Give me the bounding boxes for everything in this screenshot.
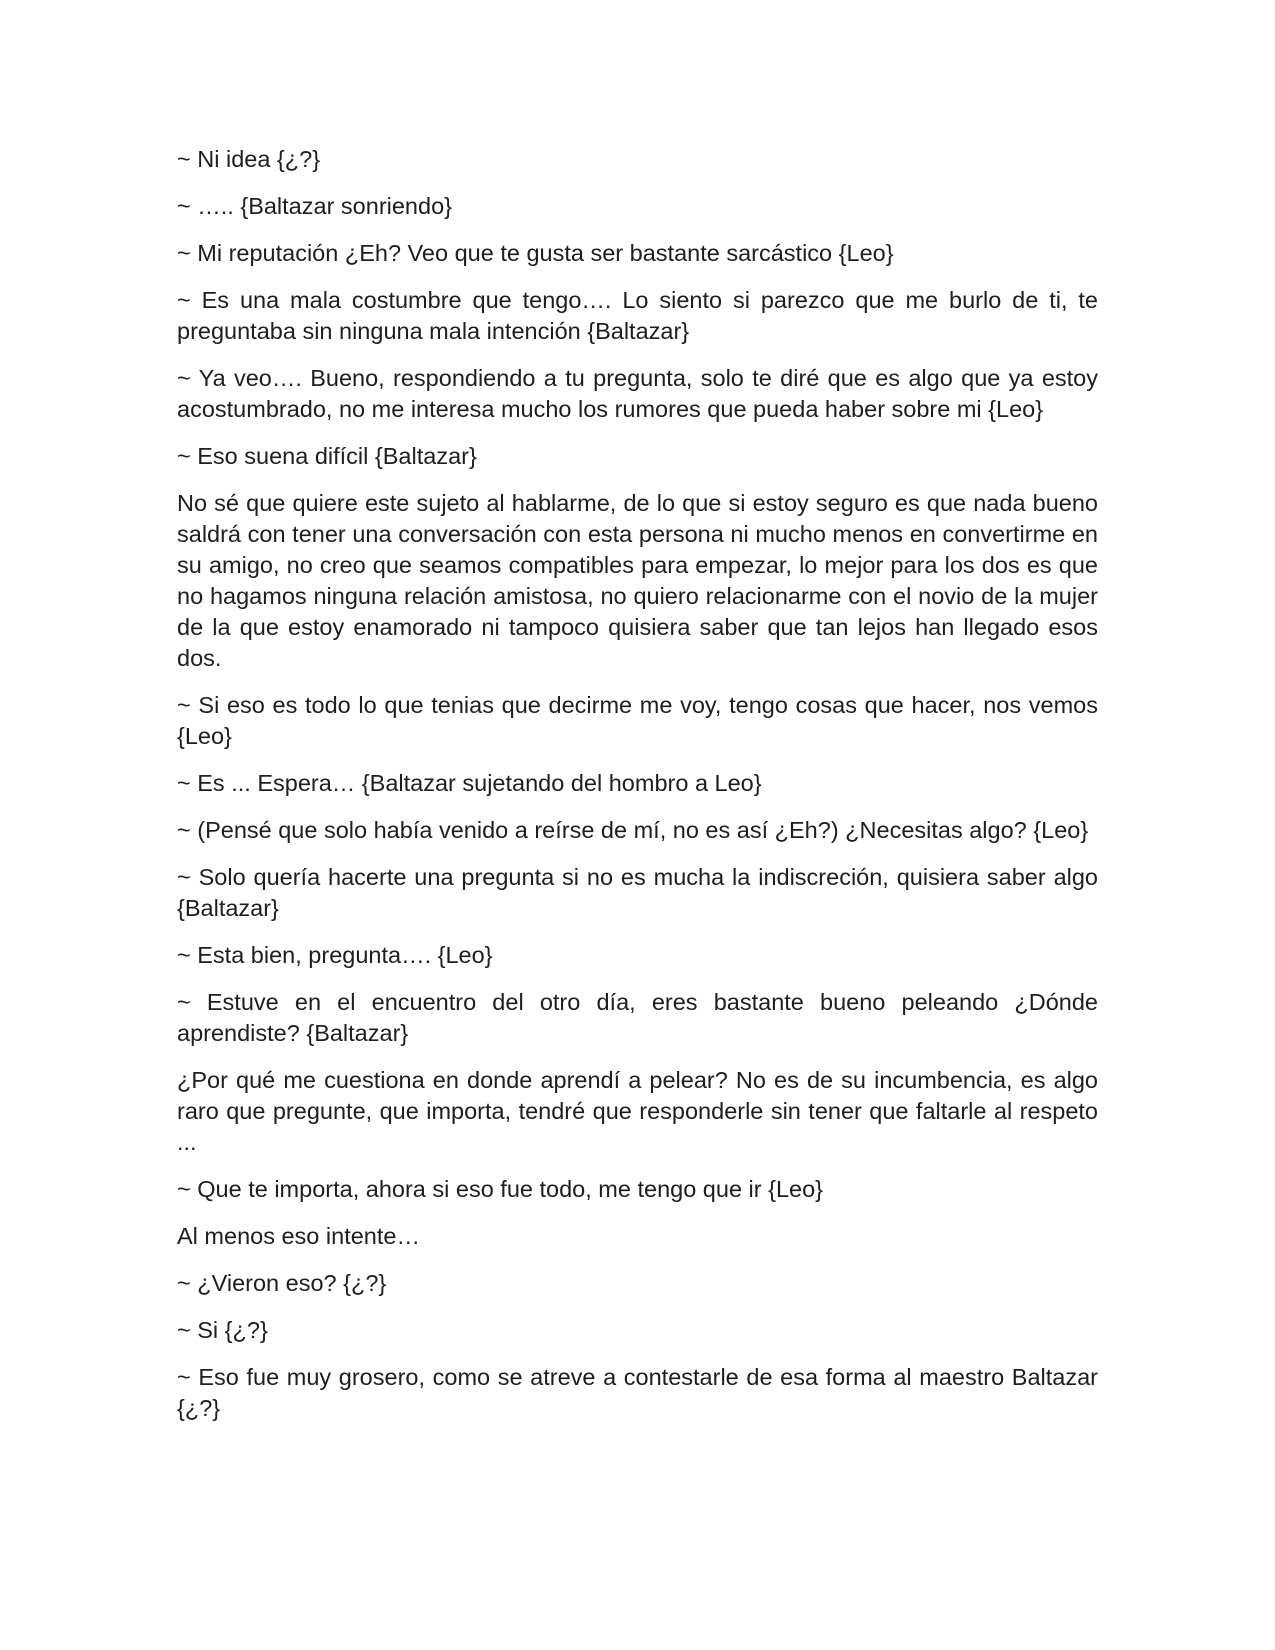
paragraph: ~ Eso fue muy grosero, como se atreve a contestarle de esa forma al maestro Baltazar {¿?} (177, 1364, 1098, 1421)
paragraph: ¿Por qué me cuestiona en donde aprendí a pelear? No es de su incumbencia, es algo raro que pregunte, que importa, tendré que responderle sin tener que faltarle al respeto ... (177, 1067, 1098, 1155)
paragraph: ~ Es una mala costumbre que tengo…. Lo siento si parezco que me burlo de ti, te preguntaba sin ninguna mala intención {Baltazar} (177, 287, 1098, 344)
paragraph: ~ Mi reputación ¿Eh? Veo que te gusta ser bastante sarcástico {Leo} (177, 240, 894, 266)
paragraph: Al menos eso intente… (177, 1223, 420, 1249)
paragraph: ~ (Pensé que solo había venido a reírse de mí, no es así ¿Eh?) ¿Necesitas algo? {Leo} (177, 817, 1089, 843)
paragraph: ~ ¿Vieron eso? {¿?} (177, 1270, 387, 1296)
paragraph: ~ ….. {Baltazar sonriendo} (177, 193, 452, 219)
paragraph: ~ Si eso es todo lo que tenias que decirme me voy, tengo cosas que hacer, nos vemos {Leo} (177, 692, 1098, 749)
paragraph: No sé que quiere este sujeto al hablarme, de lo que si estoy seguro es que nada bueno saldrá con tener una conversación con esta persona ni mucho menos en convertirme en su amigo, no creo que seamos compatibles para empezar, lo mejor para los dos es que no hagamos ninguna relación amistosa, no quiero relacionarme con el novio de la mujer de la que estoy enamorado ni tampoco quisiera saber que tan lejos han llegado esos dos. (177, 490, 1098, 671)
paragraph: ~ Estuve en el encuentro del otro día, eres bastante bueno peleando ¿Dónde aprendiste? {Baltazar} (177, 989, 1098, 1046)
paragraph: ~ Que te importa, ahora si eso fue todo, me tengo que ir {Leo} (177, 1176, 824, 1202)
paragraph: ~ Ya veo…. Bueno, respondiendo a tu pregunta, solo te diré que es algo que ya estoy acostumbrado, no me interesa mucho los rumores que pueda haber sobre mi {Leo} (177, 365, 1098, 422)
paragraph: ~ Es ... Espera… {Baltazar sujetando del hombro a Leo} (177, 770, 762, 796)
paragraph: ~ Si {¿?} (177, 1317, 268, 1343)
document-body (177, 144, 1098, 1440)
paragraph: ~ Solo quería hacerte una pregunta si no es mucha la indiscreción, quisiera saber algo {Baltazar} (177, 864, 1098, 921)
paragraph: ~ Ni idea {¿?} (177, 146, 321, 172)
paragraph: ~ Eso suena difícil {Baltazar} (177, 443, 477, 469)
paragraph: ~ Esta bien, pregunta…. {Leo} (177, 942, 493, 968)
